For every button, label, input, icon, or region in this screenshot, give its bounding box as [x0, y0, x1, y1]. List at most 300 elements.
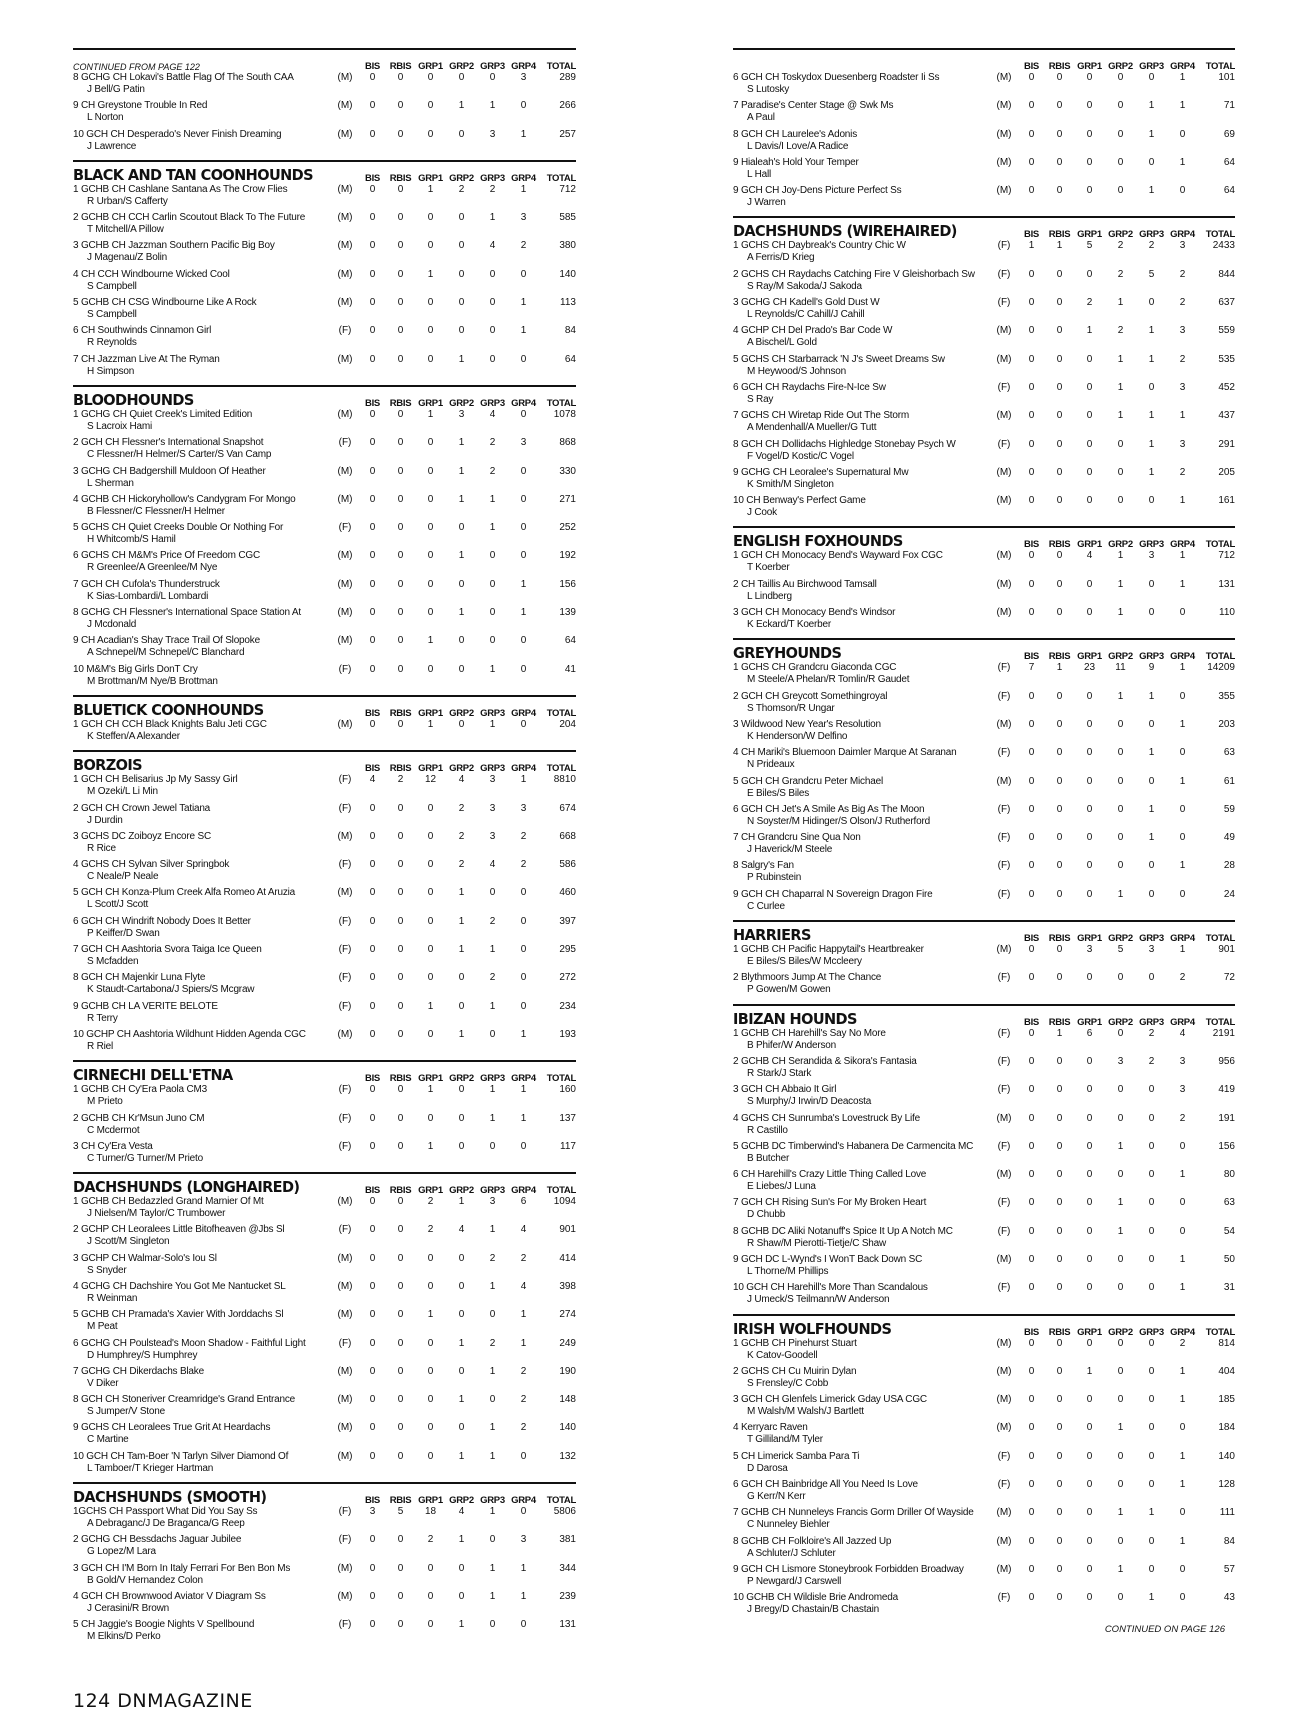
list-item — [73, 1309, 576, 1337]
section-title: IBIZAN HOUNDS — [733, 1011, 857, 1029]
entry-name-block — [73, 1281, 331, 1309]
column-header: BIS — [1024, 1326, 1039, 1338]
dog-name: 2 Blythmoors Jump At The Chance — [733, 972, 882, 984]
entry-name-block — [73, 212, 331, 240]
stat-grp4: 2 — [1179, 297, 1186, 309]
entry-name-block — [733, 1254, 990, 1282]
stat-rbis: 0 — [397, 212, 404, 224]
stat-grp3: 1 — [1148, 325, 1155, 337]
continued-on-note: CONTINUED ON PAGE 126 — [1104, 1623, 1225, 1635]
section-title: DACHSHUNDS (WIREHAIRED) — [733, 224, 957, 241]
stat-grp3: 3 — [489, 1196, 496, 1208]
breed-section — [733, 1314, 1235, 1621]
list-item — [733, 1564, 1235, 1592]
column-header: GRP2 — [1108, 1016, 1133, 1028]
dog-name: 7 GCH CH Rising Sun's For My Broken Heart — [733, 1197, 927, 1209]
sex: (M) — [337, 1394, 353, 1406]
stat-grp4: 1 — [520, 325, 527, 337]
owner-names: K Steffen/A Alexander — [87, 730, 180, 742]
column-header: GRP1 — [1077, 229, 1102, 241]
stat-grp3: 0 — [489, 268, 496, 280]
stat-rbis: 0 — [397, 915, 404, 927]
stat-total: 712 — [559, 183, 576, 195]
entry-name-block — [733, 1507, 990, 1535]
stat-grp1: 0 — [1086, 1282, 1093, 1294]
stat-grp3: 1 — [489, 1590, 496, 1602]
sex: (F) — [338, 437, 352, 449]
owner-names: L Reynolds/C Cahill/J Cahill — [747, 309, 865, 321]
sex: (F) — [997, 1282, 1011, 1294]
dog-name: 2 GCHS CH Cu Muirin Dylan — [733, 1365, 857, 1377]
list-item — [73, 100, 576, 128]
stat-bis: 0 — [369, 297, 376, 309]
stat-total: 64 — [1223, 185, 1235, 197]
column-header: RBIS — [389, 707, 412, 719]
stat-grp2: 1 — [458, 465, 465, 477]
stat-grp2: 0 — [1117, 747, 1124, 759]
stat-grp2: 0 — [458, 718, 465, 730]
owner-names: J Lawrence — [87, 140, 137, 152]
dog-name: 1 GCHS CH Daybreak's Country Chic W — [733, 240, 906, 252]
stat-grp2: 0 — [1117, 832, 1124, 844]
stat-rbis: 0 — [397, 408, 404, 420]
sex: (M) — [996, 410, 1012, 422]
breed-section — [73, 1060, 576, 1169]
entry-name-block — [733, 719, 990, 747]
stat-grp3: 0 — [1148, 1535, 1155, 1547]
stat-grp2: 1 — [1117, 1197, 1124, 1209]
stat-grp4: 1 — [520, 297, 527, 309]
stat-grp2: 0 — [1117, 1084, 1124, 1096]
stat-total: 637 — [1218, 297, 1235, 309]
stat-bis: 7 — [1028, 662, 1035, 674]
stat-grp1: 0 — [427, 1422, 434, 1434]
stat-grp1: 0 — [427, 72, 434, 83]
stat-grp4: 2 — [1179, 1337, 1186, 1349]
column-header: GRP1 — [1077, 61, 1102, 72]
dog-name: 3 CH Cy'Era Vesta — [73, 1140, 153, 1152]
stat-total: 8810 — [553, 774, 576, 786]
stat-grp3: 0 — [1148, 1282, 1155, 1294]
stat-grp3: 1 — [489, 100, 496, 112]
stat-grp1: 1 — [427, 635, 434, 647]
stat-bis: 0 — [1028, 1507, 1035, 1519]
stat-total: 901 — [1218, 944, 1235, 956]
stat-rbis: 1 — [1056, 1027, 1063, 1039]
stat-grp3: 0 — [1148, 1450, 1155, 1462]
owner-names: C Mcdermot — [87, 1124, 140, 1136]
stat-grp1: 1 — [427, 268, 434, 280]
section-header — [73, 695, 576, 719]
stat-grp1: 0 — [427, 972, 434, 984]
stat-grp3: 1 — [1148, 128, 1155, 140]
stat-rbis: 0 — [397, 1196, 404, 1208]
stat-grp2: 0 — [458, 1112, 465, 1124]
sex: (M) — [996, 1507, 1012, 1519]
section-header — [733, 48, 1235, 72]
stat-grp4: 1 — [520, 128, 527, 140]
stat-rbis: 0 — [1056, 1337, 1063, 1349]
stat-grp4: 2 — [520, 830, 527, 842]
stat-grp3: 0 — [489, 353, 496, 365]
stat-grp1: 0 — [427, 1562, 434, 1574]
list-item — [73, 184, 576, 212]
stat-total: 274 — [559, 1309, 576, 1321]
entry-name-block — [733, 1366, 990, 1394]
stat-rbis: 0 — [1056, 268, 1063, 280]
list-item — [733, 1056, 1235, 1084]
list-item — [733, 297, 1235, 325]
owner-names: J Haverick/M Steele — [747, 844, 833, 856]
stat-grp1: 0 — [1086, 1169, 1093, 1181]
stat-total: 63 — [1223, 747, 1235, 759]
stat-total: 59 — [1223, 803, 1235, 815]
dog-name: 8 GCHB DC Aliki Notanuff's Spice It Up A Notch MC — [733, 1225, 953, 1237]
dog-name: 4 GCHP CH Del Prado's Bar Code W — [733, 325, 893, 337]
stat-bis: 0 — [369, 1028, 376, 1040]
entry-name-block — [733, 889, 990, 917]
owner-names: K Catov-Goodell — [747, 1349, 818, 1361]
list-item — [733, 747, 1235, 775]
list-item — [73, 944, 576, 972]
stat-grp4: 0 — [520, 635, 527, 647]
owner-names: A Bischel/L Gold — [747, 337, 817, 349]
stat-grp3: 1 — [1148, 832, 1155, 844]
stat-bis: 0 — [1028, 495, 1035, 507]
stat-grp2: 0 — [458, 663, 465, 675]
dog-name: 2 GCHB CH Kr'Msun Juno CM — [73, 1112, 205, 1124]
stat-grp3: 0 — [1148, 1479, 1155, 1491]
sex: (F) — [338, 1224, 352, 1236]
stat-bis: 0 — [1028, 550, 1035, 562]
column-header: GRP2 — [449, 763, 474, 775]
stat-total: 398 — [559, 1280, 576, 1292]
owner-names: S Campbell — [87, 309, 137, 321]
stat-grp4: 1 — [1179, 156, 1186, 168]
list-item — [73, 1196, 576, 1224]
entry-name-block — [73, 1394, 331, 1422]
stat-bis: 0 — [1028, 466, 1035, 478]
stat-grp3: 0 — [1148, 860, 1155, 872]
stat-grp1: 0 — [1086, 860, 1093, 872]
stat-rbis: 0 — [1056, 297, 1063, 309]
dog-name: 4 CH CCH Windbourne Wicked Cool — [73, 268, 230, 280]
entry-name-block — [733, 1282, 990, 1310]
stat-grp3: 0 — [1148, 1084, 1155, 1096]
stat-total: 84 — [1223, 1535, 1235, 1547]
stat-total: 140 — [559, 268, 576, 280]
sex: (M) — [337, 297, 353, 309]
entry-name-block — [733, 240, 990, 268]
stat-grp3: 3 — [489, 128, 496, 140]
owner-names: R Shaw/M Pierotti-Tietje/C Shaw — [747, 1237, 887, 1249]
dog-name: 6 GCHG CH Poulstead's Moon Shadow - Faithful Light — [73, 1337, 306, 1349]
sex: (F) — [997, 240, 1011, 252]
stat-grp2: 0 — [1117, 718, 1124, 730]
owner-names: M Brottman/M Nye/B Brottman — [87, 675, 218, 687]
stat-grp3: 1 — [1148, 803, 1155, 815]
list-item — [733, 579, 1235, 607]
column-header: BIS — [365, 1073, 380, 1085]
stat-grp4: 0 — [1179, 832, 1186, 844]
stat-total: 344 — [559, 1562, 576, 1574]
stat-bis: 0 — [1028, 100, 1035, 112]
column-header: BIS — [365, 61, 380, 72]
stat-grp2: 0 — [1117, 775, 1124, 787]
dog-name: 4 GCHS CH Sunrumba's Lovestruck By Life — [733, 1112, 920, 1124]
stat-bis: 0 — [1028, 1592, 1035, 1604]
stat-grp3: 1 — [489, 718, 496, 730]
stat-grp1: 1 — [427, 1309, 434, 1321]
stat-grp3: 0 — [489, 607, 496, 619]
stat-grp2: 1 — [1117, 888, 1124, 900]
stat-grp1: 0 — [1086, 156, 1093, 168]
sex: (M) — [337, 887, 353, 899]
section-header — [73, 385, 576, 409]
stat-rbis: 0 — [397, 297, 404, 309]
stat-total: 397 — [559, 915, 576, 927]
stat-bis: 0 — [1028, 156, 1035, 168]
column-header: GRP1 — [418, 397, 443, 409]
breed-section — [733, 1004, 1235, 1311]
stat-grp3: 0 — [1148, 1140, 1155, 1152]
stat-bis: 0 — [369, 1590, 376, 1602]
list-item — [73, 1394, 576, 1422]
stat-bis: 0 — [1028, 944, 1035, 956]
owner-names: J Durdin — [87, 814, 123, 826]
dog-name: 8 GCHB CH Folkloire's All Jazzed Up — [733, 1535, 892, 1547]
stat-grp2: 0 — [1117, 972, 1124, 984]
dog-name: 1 GCH CH Monocacy Bend's Wayward Fox CGC — [733, 550, 943, 562]
dog-name: 1 GCHG CH Quiet Creek's Limited Edition — [73, 408, 253, 420]
stat-total: 585 — [559, 212, 576, 224]
column-header: TOTAL — [546, 1495, 576, 1507]
stat-grp1: 0 — [427, 325, 434, 337]
owner-names: J Warren — [747, 197, 786, 209]
stat-grp3: 3 — [489, 802, 496, 814]
stat-rbis: 0 — [1056, 944, 1063, 956]
stat-rbis: 0 — [1056, 128, 1063, 140]
column-header: BIS — [365, 1185, 380, 1197]
stat-grp2: 0 — [1117, 1394, 1124, 1406]
entry-name-block — [73, 269, 331, 297]
stat-total: 61 — [1223, 775, 1235, 787]
stat-grp3: 0 — [1148, 381, 1155, 393]
entry-name-block — [733, 944, 990, 972]
stat-rbis: 0 — [1056, 1084, 1063, 1096]
owner-names: S Frensley/C Cobb — [747, 1377, 829, 1389]
stat-rbis: 0 — [397, 1252, 404, 1264]
stat-rbis: 1 — [1056, 662, 1063, 674]
list-item — [73, 579, 576, 607]
column-header: GRP2 — [449, 1073, 474, 1085]
entry-name-block — [73, 635, 331, 663]
stat-total: 266 — [559, 100, 576, 112]
stat-grp3: 0 — [489, 1619, 496, 1631]
entry-name-block — [73, 719, 331, 747]
stat-total: 814 — [1218, 1337, 1235, 1349]
entry-name-block — [73, 437, 331, 465]
stat-bis: 0 — [1028, 1140, 1035, 1152]
stat-grp4: 6 — [520, 1196, 527, 1208]
sex: (M) — [996, 1169, 1012, 1181]
section-title: BLUETICK COONHOUNDS — [73, 702, 264, 720]
sex: (M) — [337, 550, 353, 562]
stat-rbis: 0 — [397, 1112, 404, 1124]
stat-bis: 0 — [1028, 381, 1035, 393]
section-header — [733, 920, 1235, 944]
stat-grp3: 4 — [489, 240, 496, 252]
owner-names: L Hall — [747, 168, 771, 180]
sex: (F) — [997, 1592, 1011, 1604]
dog-name: 3 GCHP CH Walmar-Solo's Iou Sl — [73, 1252, 217, 1264]
stat-bis: 0 — [369, 1196, 376, 1208]
stat-bis: 0 — [369, 1337, 376, 1349]
stat-grp4: 1 — [520, 1309, 527, 1321]
stat-grp3: 0 — [489, 1394, 496, 1406]
stat-total: 330 — [559, 465, 576, 477]
stat-grp1: 0 — [427, 1337, 434, 1349]
owner-names: A Ferris/D Krieg — [747, 252, 815, 264]
stat-grp4: 0 — [520, 1619, 527, 1631]
column-header: RBIS — [1048, 1326, 1071, 1338]
stat-grp2: 0 — [458, 1365, 465, 1377]
stat-total: 140 — [559, 1422, 576, 1434]
stat-grp1: 0 — [1086, 718, 1093, 730]
sex: (F) — [997, 747, 1011, 759]
stat-total: 156 — [559, 578, 576, 590]
dog-name: 5 CH Limerick Samba Para Ti — [733, 1450, 860, 1462]
stat-grp3: 0 — [1148, 1197, 1155, 1209]
owner-names: R Rice — [87, 842, 116, 854]
column-header: GRP3 — [1139, 651, 1164, 663]
sex: (F) — [997, 662, 1011, 674]
dog-name: 6 GCH CH Toskydox Duesenberg Roadster Ii Ss — [733, 72, 940, 83]
list-item — [73, 437, 576, 465]
stat-rbis: 0 — [1056, 1507, 1063, 1519]
stat-total: 69 — [1223, 128, 1235, 140]
list-item — [73, 354, 576, 382]
stat-rbis: 0 — [1056, 1282, 1063, 1294]
stat-bis: 0 — [1028, 888, 1035, 900]
stat-rbis: 0 — [1056, 1140, 1063, 1152]
dog-name: 5 GCHB CH CSG Windbourne Like A Rock — [73, 297, 257, 309]
stat-grp3: 0 — [1148, 297, 1155, 309]
dog-name: 1 GCHB CH Cashlane Santana As The Crow Flies — [73, 183, 288, 195]
stat-bis: 0 — [1028, 325, 1035, 337]
owner-names: B Phifer/W Anderson — [747, 1039, 837, 1051]
stat-grp2: 0 — [1117, 803, 1124, 815]
owner-names: J Umeck/S Teilmann/W Anderson — [747, 1294, 890, 1306]
dog-name: 9 CH Greystone Trouble In Red — [73, 100, 208, 112]
column-header: GRP1 — [418, 1185, 443, 1197]
stat-bis: 0 — [369, 1450, 376, 1462]
stat-bis: 0 — [369, 522, 376, 534]
sex: (M) — [337, 578, 353, 590]
owner-names: S Lacroix Hami — [87, 420, 152, 432]
stat-grp2: 0 — [1117, 438, 1124, 450]
entry-name-block — [733, 185, 990, 213]
dog-name: 7 CH Jazzman Live At The Ryman — [73, 353, 220, 365]
stat-grp4: 0 — [1179, 1592, 1186, 1604]
stat-bis: 0 — [369, 830, 376, 842]
stat-rbis: 0 — [1056, 1112, 1063, 1124]
sex: (F) — [338, 944, 352, 956]
owner-names: J Scott/M Singleton — [87, 1236, 170, 1248]
stat-bis: 0 — [1028, 607, 1035, 619]
dog-name: 1 GCHB CH Bedazzled Grand Marnier Of Mt — [73, 1196, 264, 1208]
stat-bis: 0 — [369, 915, 376, 927]
column-header: GRP2 — [1108, 229, 1133, 241]
owner-names: D Chubb — [747, 1209, 786, 1221]
dog-name: 7 GCH CH Cufola's Thunderstruck — [73, 578, 220, 590]
stat-grp1: 0 — [1086, 1225, 1093, 1237]
dog-name: 6 CH Harehill's Crazy Little Thing Called Love — [733, 1169, 927, 1181]
owner-names: L Thorne/M Phillips — [747, 1265, 829, 1277]
stat-grp3: 1 — [489, 1450, 496, 1462]
stat-grp2: 0 — [458, 1252, 465, 1264]
stat-grp3: 1 — [1148, 690, 1155, 702]
dog-name: 1 GCHB CH Pinehurst Stuart — [733, 1337, 857, 1349]
stat-grp3: 1 — [1148, 1592, 1155, 1604]
stat-bis: 0 — [369, 802, 376, 814]
stat-grp3: 2 — [489, 1337, 496, 1349]
sex: (F) — [338, 1619, 352, 1631]
stat-grp3: 0 — [1148, 1365, 1155, 1377]
stat-grp1: 0 — [1086, 1535, 1093, 1547]
stat-grp2: 2 — [1117, 325, 1124, 337]
entry-name-block — [733, 439, 990, 467]
list-item — [733, 662, 1235, 690]
list-item — [733, 1254, 1235, 1282]
stat-rbis: 0 — [1056, 353, 1063, 365]
sex: (M) — [337, 1028, 353, 1040]
stat-grp4: 0 — [520, 268, 527, 280]
dog-name: 8 GCH CH Dollidachs Highledge Stonebay Psych W — [733, 438, 956, 450]
list-item — [733, 72, 1235, 100]
list-item — [733, 1507, 1235, 1535]
breed-section — [733, 526, 1235, 635]
owner-names: L Sherman — [87, 477, 134, 489]
stat-rbis: 0 — [397, 1534, 404, 1546]
stat-grp2: 0 — [1117, 1337, 1124, 1349]
sex: (F) — [338, 325, 352, 337]
stat-total: 380 — [559, 240, 576, 252]
stat-rbis: 0 — [397, 353, 404, 365]
list-item — [73, 1422, 576, 1450]
sex: (F) — [338, 972, 352, 984]
stat-rbis: 0 — [1056, 718, 1063, 730]
sex: (M) — [996, 1337, 1012, 1349]
stat-grp4: 0 — [520, 915, 527, 927]
stat-grp3: 0 — [489, 578, 496, 590]
list-item — [733, 325, 1235, 353]
list-item — [73, 494, 576, 522]
stat-bis: 0 — [1028, 1450, 1035, 1462]
entry-name-block — [73, 803, 331, 831]
dog-name: 2 GCHB CH Serandida & Sikora's Fantasia — [733, 1055, 917, 1067]
list-item — [733, 889, 1235, 917]
stat-total: 295 — [559, 944, 576, 956]
stat-rbis: 0 — [397, 1590, 404, 1602]
list-item — [73, 1141, 576, 1169]
stat-total: 668 — [559, 830, 576, 842]
stat-grp1: 0 — [427, 128, 434, 140]
list-item — [73, 774, 576, 802]
stat-bis: 0 — [369, 465, 376, 477]
breed-section — [733, 638, 1235, 917]
column-header: GRP2 — [449, 1495, 474, 1507]
